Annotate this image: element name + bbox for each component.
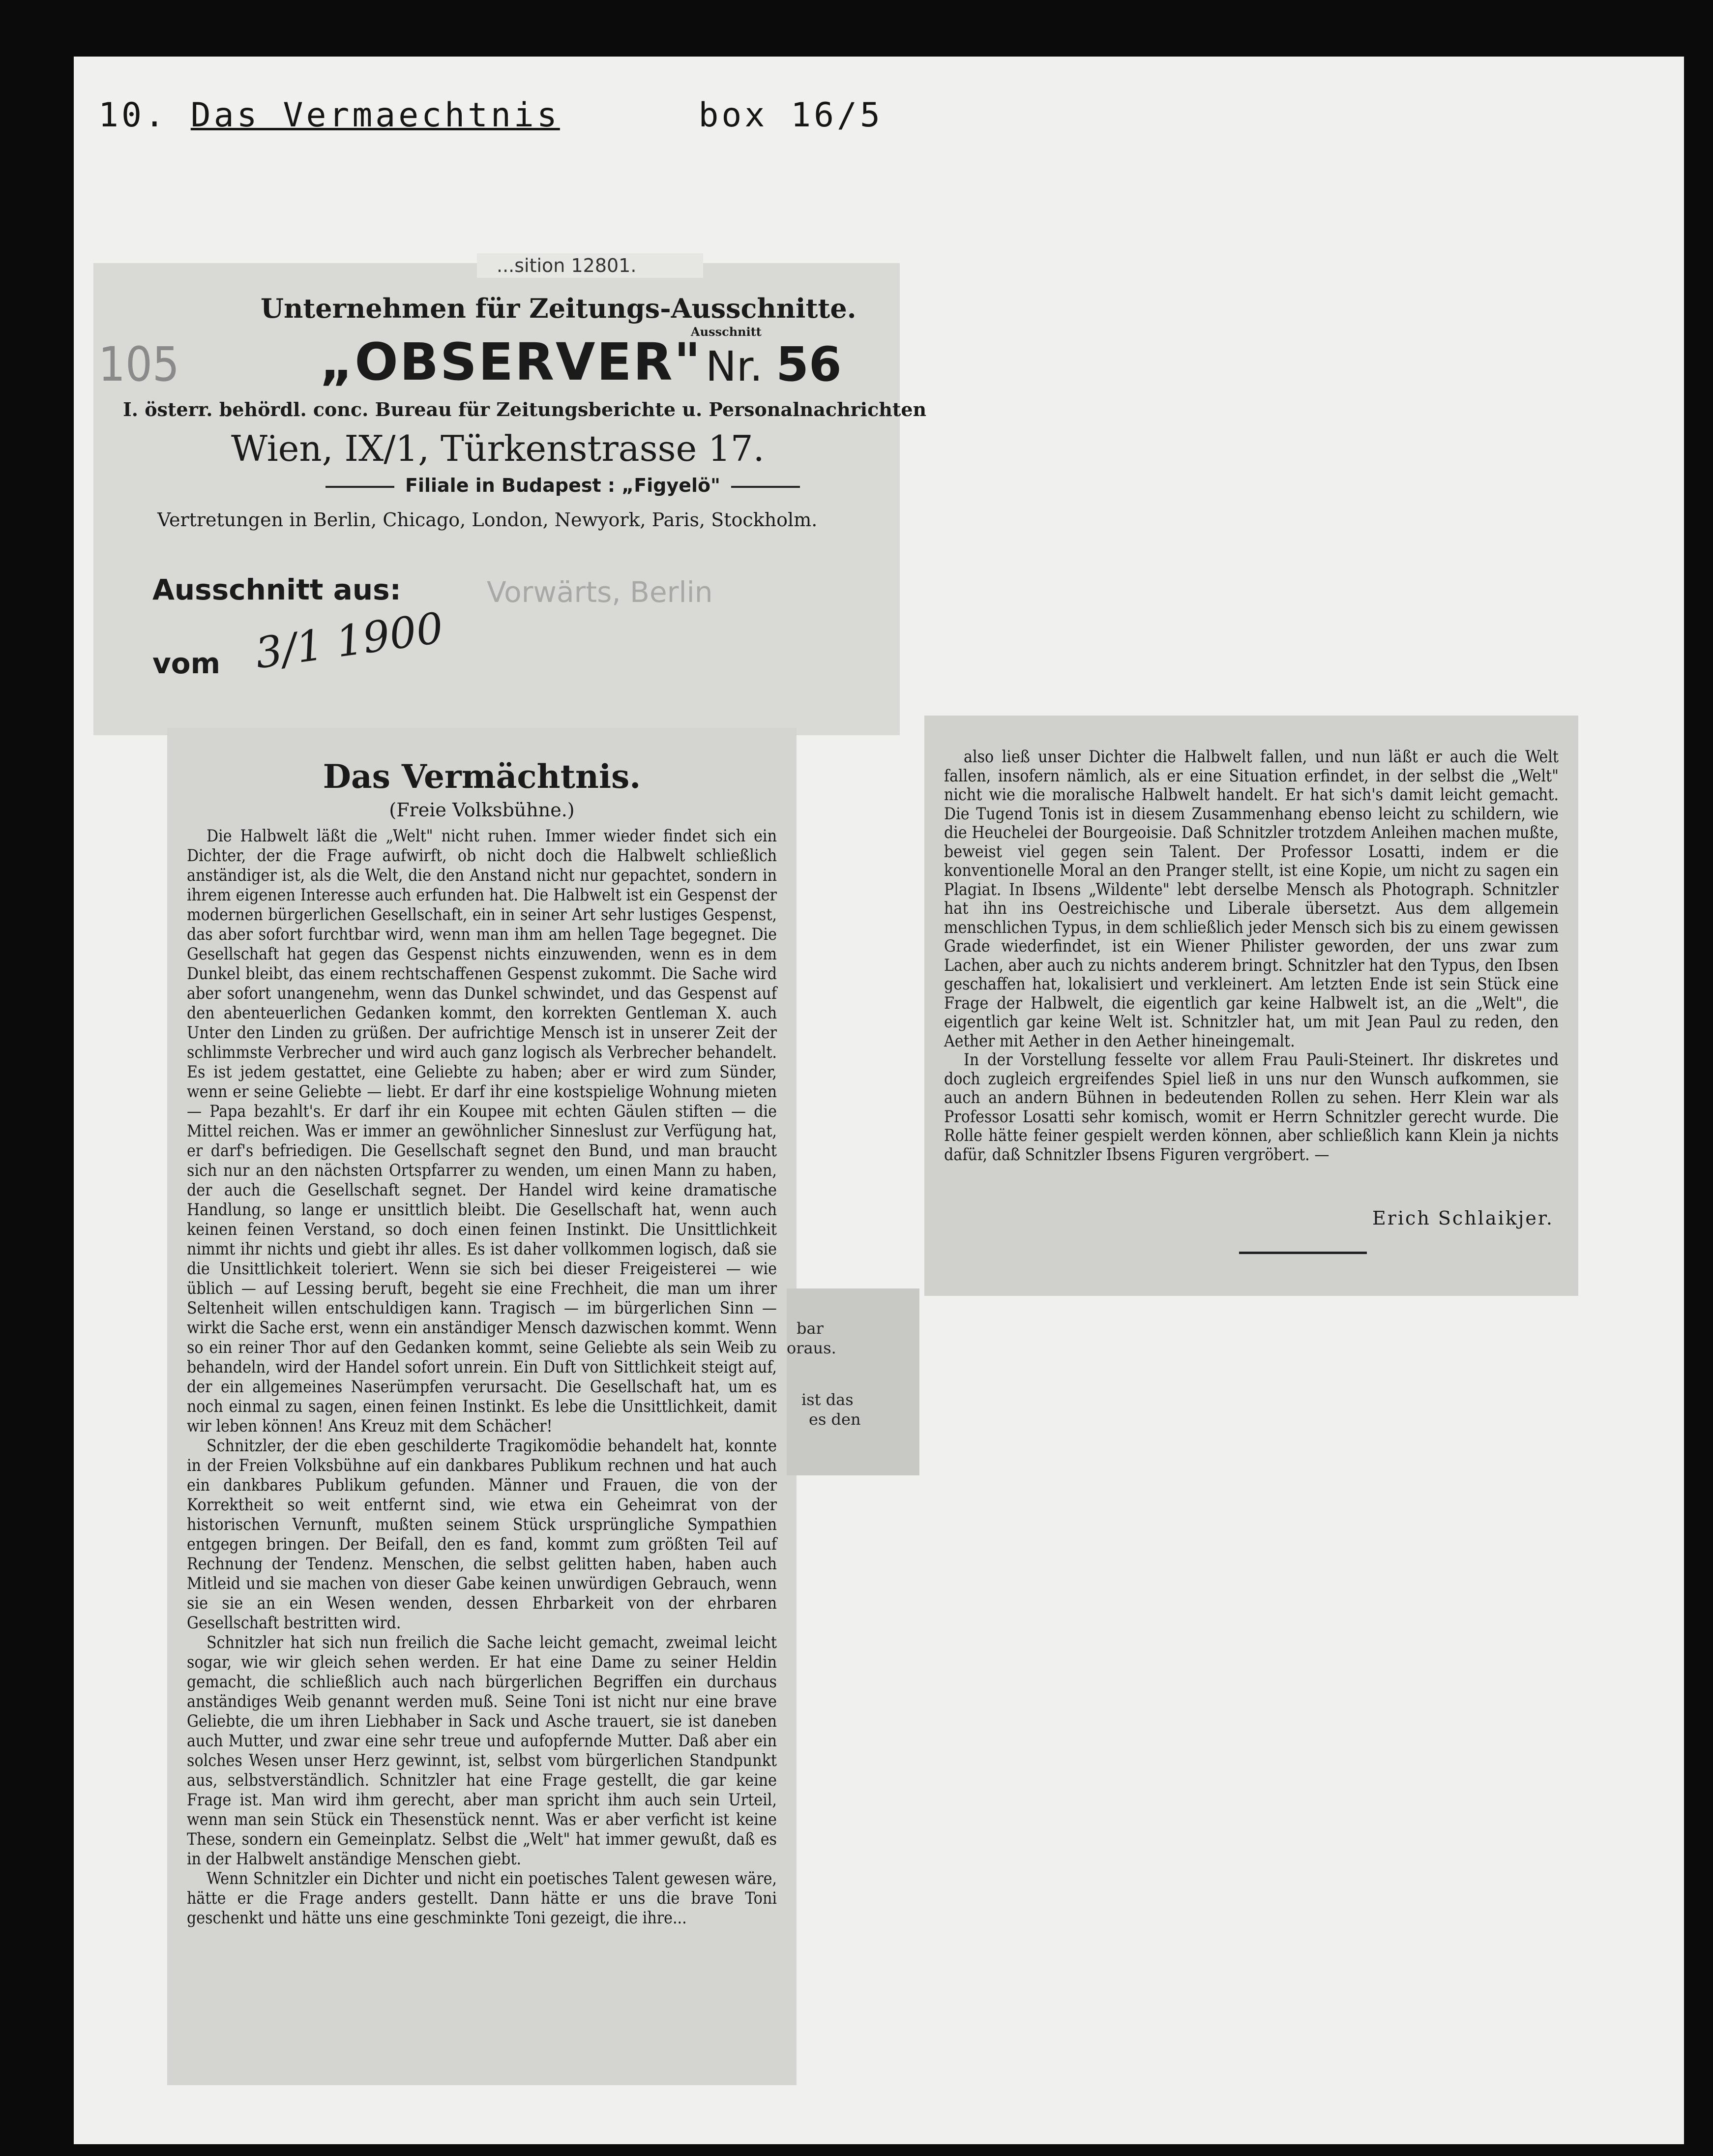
observer-clipping-header xyxy=(93,255,927,735)
observer-brand: „OBSERVER" xyxy=(320,332,702,392)
stamp-top: ...sition 12801. xyxy=(477,253,703,278)
folder-title: Das Vermaechtnis xyxy=(190,96,560,135)
article-column-1 xyxy=(167,728,797,2085)
paragraph: Die Halbwelt läßt die „Welt" nicht ruhen. Immer wieder findet sich ein Dichter, der die Frage aufwirft, ob nicht doch die Halbwelt schließlich anständiger ist, als die Welt, die den Anstand nicht nur gepachtet, sondern in ihrem eigenen Interesse auch erfunden hat. Die Halbwelt ist ein Gespenst der modernen bürgerlichen Gesellschaft, ein in seiner Art sehr lustiges Gespenst, das aber sofort furchtbar wird, wenn man ihm am hellen Tage begegnet. Die Gesellschaft hat gegen das Gespenst nichts einzuwenden, wenn es in dem Dunkel bleibt, das einem rechtschaffenen Gespenst zukommt. Die Sache wird aber sofort unangenehm, wenn das Dunkel schwindet, und das Gespenst auf den abenteuerlichen Gedanken kommt, den korrekten Gentleman X. auch Unter den Linden zu grüßen. Der aufrichtige Mensch ist in unserer Zeit der schlimmste Verbrecher und wird auch ganz logisch als Verbrecher behandelt. Es ist jedem gestattet, eine Geliebte zu haben; aber er wird zum Sünder, wenn er seine Geliebte — liebt. Er darf ihr eine kostspielige Wohnung mieten — Papa bezahlt's. Er darf ihr ein Koupee mit echten Gäulen stiften — die Mittel reichen. Was er immer an gewöhnlicher Sinneslust zur Verfügung hat, er darf's befriedigen. Die Gesellschaft segnet den Bund, und man braucht sich nur an den nächsten Ortspfarrer zu wenden, um einen Mann zu haben, der auch die Gesellschaft segnet. Der Handel wird keine dramatische Handlung, so lange er unsittlich bleibt. Die Gesellschaft hat, wenn auch keinen feinen Verstand, so doch einen feinen Instinkt. Die Unsittlichkeit nimmt ihr nichts und giebt ihr alles. Es ist daher vollkommen logisch, daß sie die Unsittlichkeit toleriert. Wenn sie sich bei dieser Freigeisterei — wie üblich — auf Lessing beruft, begeht sie eine Frechheit, die man um ihrer Seltenheit willen entschuldigen kann. Tragisch — im bürgerlichen Sinn — wirkt die Sache erst, wenn ein anständiger Mensch dazwischen kommt. Wenn so ein reiner Thor auf den Gedanken kommt, seine Geliebte als sein Weib zu behandeln, wird der Handel sofort unrein. Ein Duft von Sittlichkeit steigt auf, der ein allgemeines Naserümpfen verursacht. Die Gesellschaft hat, um es noch einmal zu sagen, einen feinen Instinkt. Es lebe die Unsittlichkeit, damit wir leben können! Ans Kreuz mit dem Schächer! xyxy=(187,826,777,1436)
paragraph: In der Vorstellung fesselte vor allem Frau Pauli-Steinert. Ihr diskretes und doch zugleich ergreifendes Spiel ließ in uns nur den Wunsch aufkommen, sie auch an andern Bühnen in bedeutenden Rollen zu sehen. Herr Klein war als Professor Losatti sehr komisch, womit er Herrn Schnitzler gerecht wurde. Die Rolle hätte feiner gespielt werden können, aber schließlich kann Klein ja nichts dafür, daß Schnitzler Ibsens Figuren vergröbert. — xyxy=(944,1050,1559,1164)
observer-nr xyxy=(706,337,842,392)
end-rule xyxy=(1239,1252,1367,1254)
article-column-2 xyxy=(924,716,1578,1296)
article-subtitle: (Freie Volksbühne.) xyxy=(389,799,575,821)
strip-text: bar xyxy=(797,1319,824,1338)
observer-address: Wien, IX/1, Türkenstrasse 17. xyxy=(231,428,765,469)
paragraph: Schnitzler hat sich nun freilich die Sache leicht gemacht, zweimal leicht sogar, wie wir gleich sehen werden. Er hat eine Dame zu seiner Heldin gemacht, die schließlich auch nach bürgerlichen Begriffen ein durchaus anständiges Weib genannt werden muß. Seine Toni ist nicht nur eine brave Geliebte, die um ihren Liebhaber in Sack und Asche trauert, sie ist daneben auch Mutter, und zwar eine sehr treue und aufopfernde Mutter. Daß aber ein solches Wesen unser Herz gewinnt, ist, selbst vom bürgerlichen Standpunkt aus, selbstverständlich. Schnitzler hat eine Frage gestellt, die gar keine Frage ist. Man wird ihm gerecht, aber man spricht ihm auch sein Urteil, wenn man sein Stück ein Thesenstück nennt. Was er aber verficht ist keine These, sondern ein Gemeinplatz. Selbst die „Welt" hat immer gewußt, daß es in der Halbwelt anständige Menschen giebt. xyxy=(187,1633,777,1868)
article-body-2 xyxy=(944,748,1559,1164)
vom-label: vom xyxy=(152,647,221,680)
ausschnitt-small: Ausschnitt xyxy=(691,325,762,339)
ausschnitt-value-stamp: Vorwärts, Berlin xyxy=(487,575,713,609)
observer-line2: I. österr. behördl. conc. Bureau für Zeitungsberichte u. Personalnachrichten xyxy=(123,398,927,420)
nr-value: 56 xyxy=(776,337,842,392)
observer-filiale: Filiale in Budapest : „Figyelö" xyxy=(315,475,811,496)
observer-vertretungen: Vertretungen in Berlin, Chicago, London, Newyork, Paris, Stockholm. xyxy=(157,509,818,531)
article-body-1 xyxy=(187,826,777,1928)
paragraph: also ließ unser Dichter die Halbwelt fallen, und nun läßt er auch die Welt fallen, insofern nämlich, als er eine Situation erfindet, in der selbst die „Welt" nicht wie die moralische Halbwelt handelt. Er hat sich's damit leicht gemacht. Die Tugend Tonis ist in diesem Zusammenhang ebenso leicht zu schildern, wie die Heuchelei der Bourgeoisie. Daß Schnitzler trotzdem Anleihen machen mußte, beweist viel gegen sein Talent. Der Professor Losatti, indem er die konventionelle Moral an den Pranger stellt, ist eine Kopie, um nicht zu sagen ein Plagiat. In Ibsens „Wildente" lebt derselbe Mensch als Photograph. Schnitzler hat ihn ins Oestreichische und Liberale übersetzt. Aus dem allgemein menschlichen Typus, in dem schließlich jeder Mensch sich bis zu einem gewissen Grade wiederfindet, ist ein Wiener Philister geworden, der uns zwar zum Lachen, aber auch zu nichts anderem bringt. Schnitzler hat den Typus, den Ibsen geschaffen hat, lokalisiert und verkleinert. Am letzten Ende ist sein Stück eine Frage der Halbwelt, die eigentlich gar keine Halbwelt ist, an die „Welt", die eigentlich gar keine Welt ist. Schnitzler hat, um mit Jean Paul zu reden, den Aether mit Aether in den Aether hineingemalt. xyxy=(944,747,1559,1050)
underlying-clipping-strip xyxy=(787,1288,919,1475)
ausschnitt-label: Ausschnitt aus: xyxy=(152,573,401,606)
paragraph: Wenn Schnitzler ein Dichter und nicht ein poetisches Talent gewesen wäre, hätte er die Frage anders gestellt. Dann hätte er uns die brave Toni geschenkt und hätte uns eine geschminkte Toni gezeigt, die ihre... xyxy=(187,1869,777,1927)
strip-text: oraus. xyxy=(787,1339,836,1357)
nr-label: Nr. xyxy=(706,342,763,390)
folder-number: 10. xyxy=(98,96,168,135)
paragraph: Schnitzler, der die eben geschilderte Tragikomödie behandelt hat, konnte in der Freien Volksbühne auf ein dankbares Publikum rechnen und hat auch ein dankbares Publikum gefunden. Männer und Frauen, die von der Korrektheit so weit entfernt sind, wie etwa ein Geheimrat von der historischen Vernunft, mußten seinem Stück ursprüngliche Sympathien entgegen bringen. Der Beifall, den es fand, kommt zum größten Teil auf Rechnung der Tendenz. Menschen, die selbst gelitten haben, haben auch Mitleid und sie machen von dieser Gabe keinen unwürdigen Gebrauch, wenn sie sie an ein Wesen wenden, dessen Ehrbarkeit von der ehrbaren Gesellschaft bestritten wird. xyxy=(187,1436,777,1632)
stamp-number: 105 xyxy=(98,337,179,392)
folder-box: box 16/5 xyxy=(698,96,883,135)
observer-line1: Unternehmen für Zeitungs-Ausschnitte. xyxy=(261,293,856,324)
strip-text: ist das xyxy=(801,1390,854,1409)
folder-label xyxy=(98,96,883,135)
article-signature: Erich Schlaikjer. xyxy=(1372,1207,1554,1229)
article-title: Das Vermächtnis. xyxy=(323,757,641,796)
vom-date-handwritten: 3/1 1900 xyxy=(252,603,446,679)
strip-text: es den xyxy=(809,1410,861,1429)
